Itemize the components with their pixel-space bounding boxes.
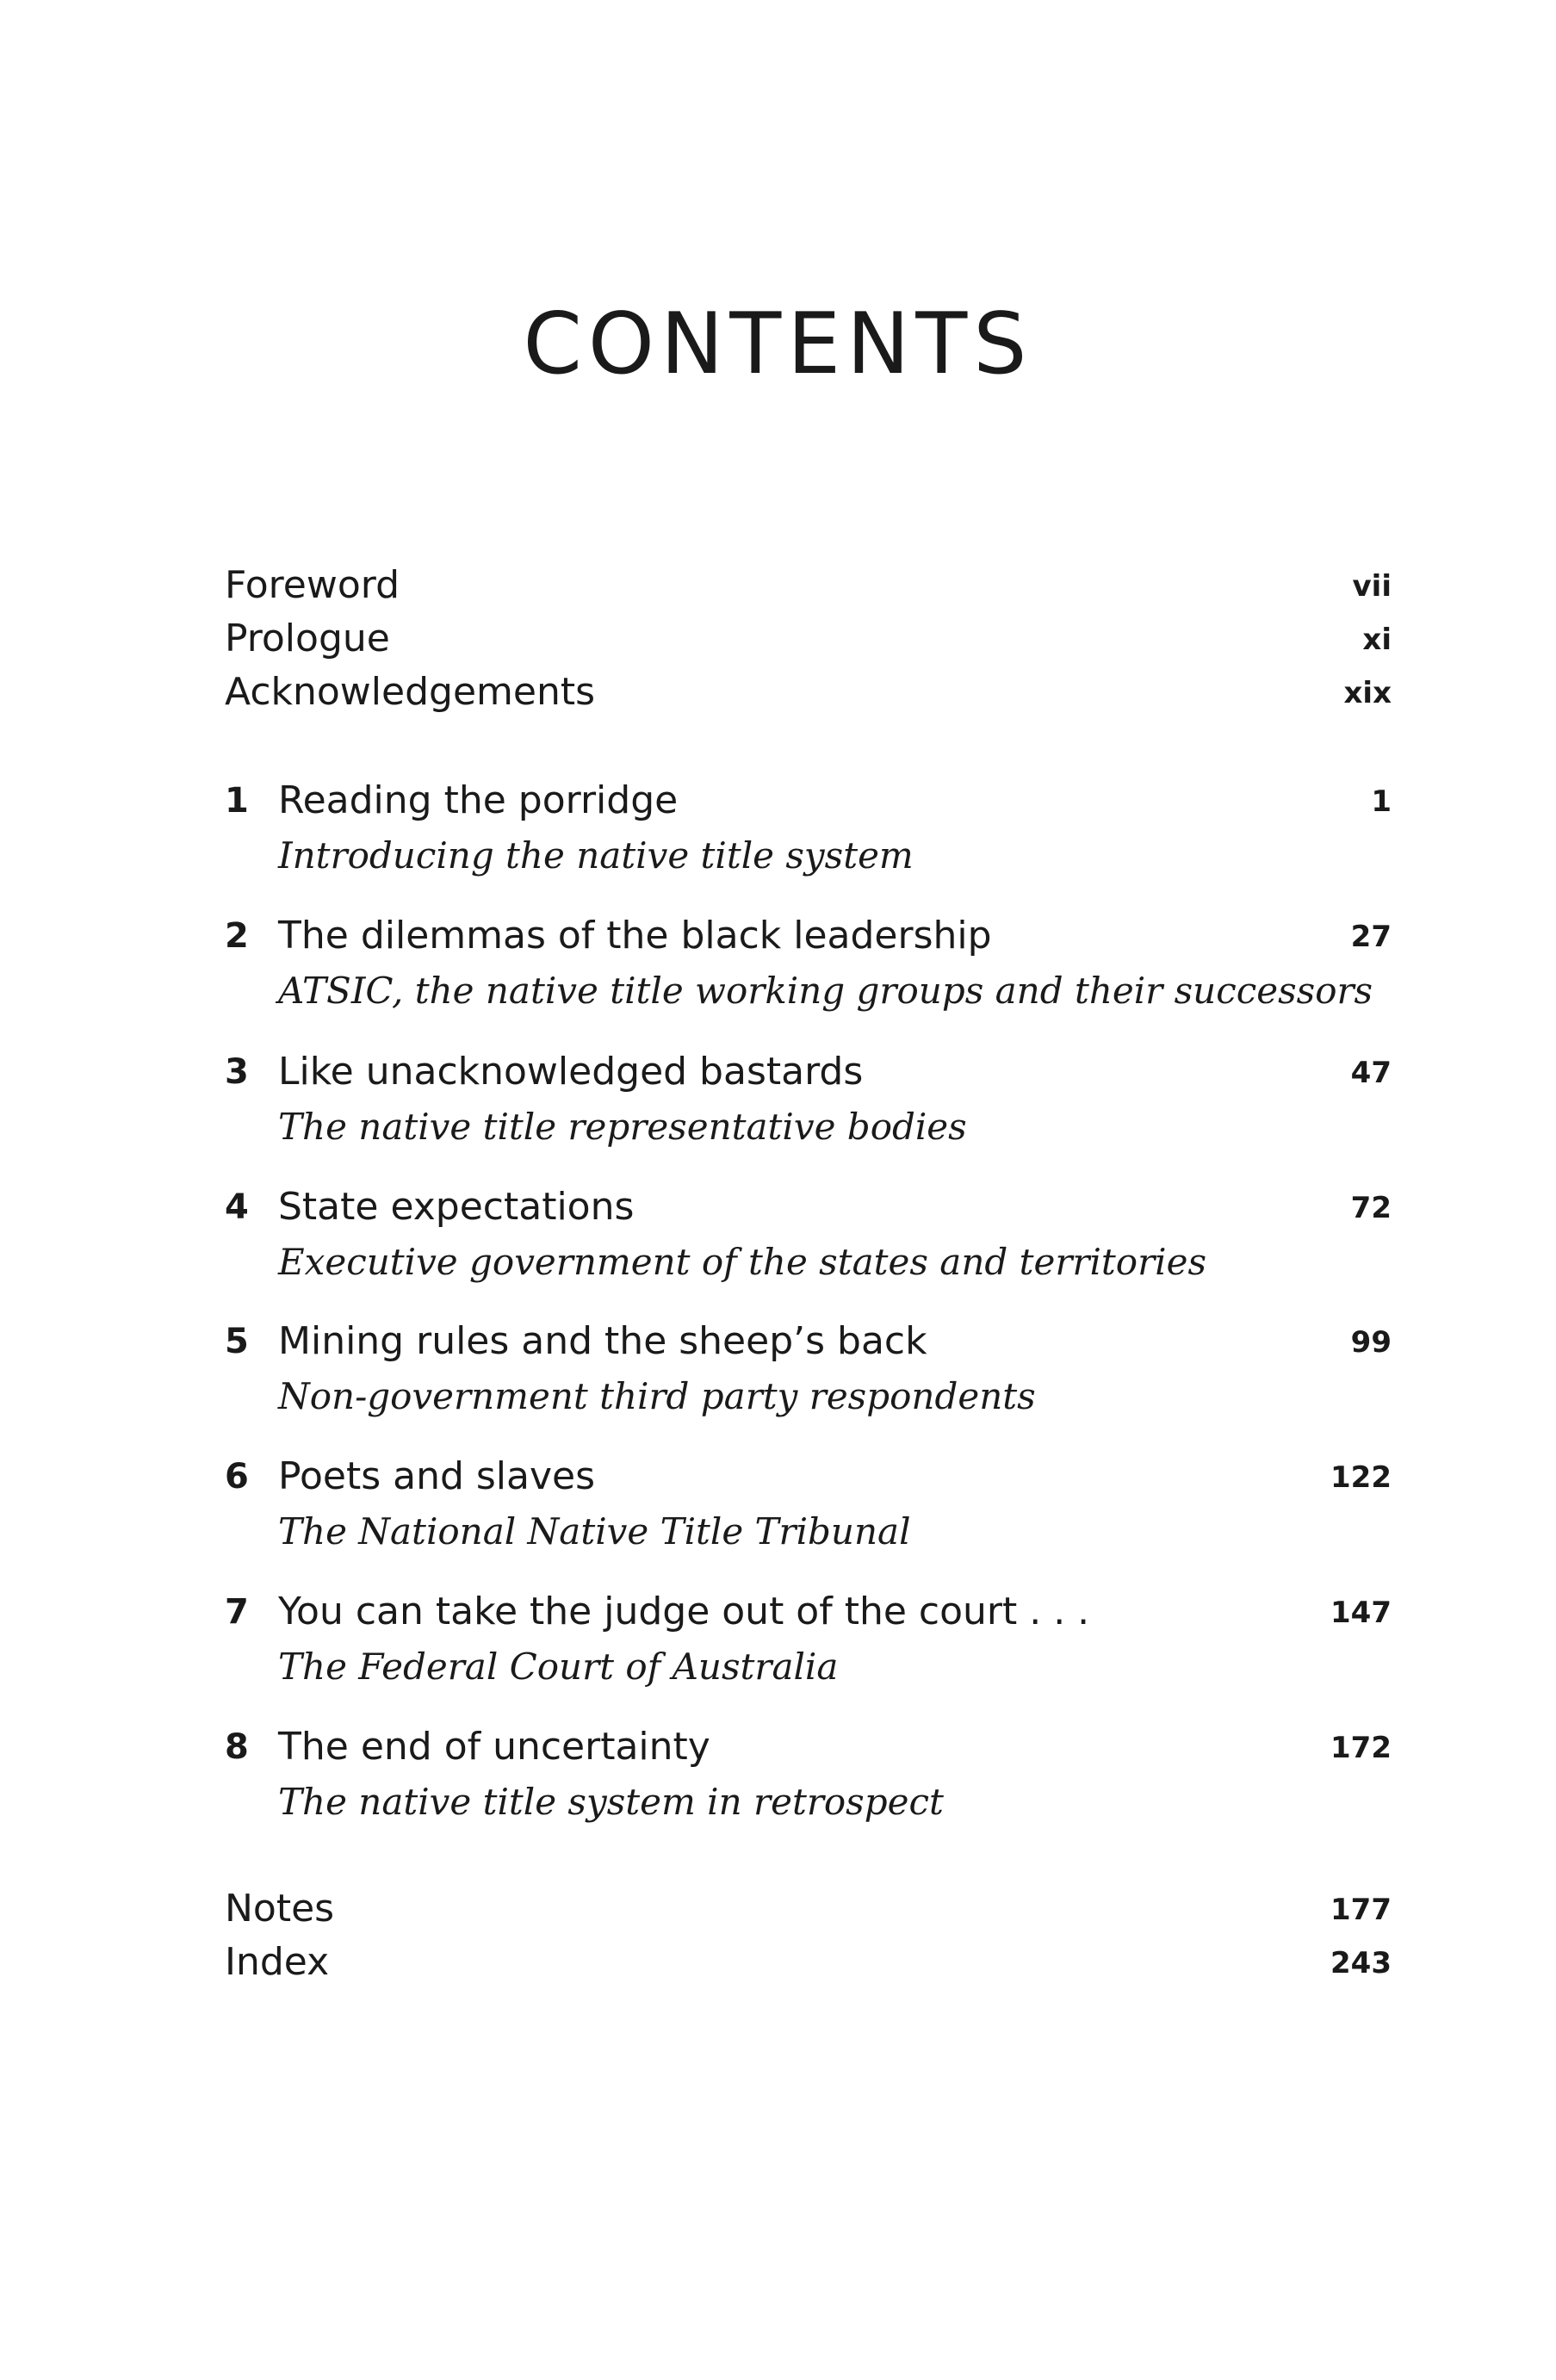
toc-page-number: 147: [1330, 1596, 1392, 1630]
toc-entry-notes[interactable]: [225, 1881, 1392, 1937]
toc-page-number: 172: [1330, 1731, 1392, 1765]
chapter-subtitle: The National Native Title Tribunal: [278, 1510, 911, 1553]
chapter-subtitle: The Federal Court of Australia: [278, 1646, 839, 1688]
chapter-number: 5: [225, 1322, 249, 1361]
chapter-title: Poets and slaves: [278, 1454, 596, 1498]
chapter-number: 8: [225, 1727, 249, 1767]
chapter-title: The end of uncertainty: [278, 1725, 710, 1769]
chapter-number: 3: [225, 1052, 249, 1092]
chapter-subtitle: Non-government third party respondents: [278, 1375, 1036, 1417]
toc-page-number: 243: [1330, 1946, 1392, 1980]
toc-entry-acknowledgements[interactable]: [225, 665, 1392, 720]
toc-page-number: 72: [1350, 1191, 1392, 1225]
toc-page-number: xix: [1343, 676, 1392, 710]
chapter-subtitle: Executive government of the states and territories: [278, 1241, 1207, 1283]
chapter-title: State expectations: [278, 1185, 635, 1229]
toc-chapter-4[interactable]: [225, 1180, 1392, 1283]
toc-entry-foreword[interactable]: [225, 558, 1392, 613]
chapter-number: 4: [225, 1187, 249, 1227]
toc-page-number: vii: [1352, 569, 1392, 604]
toc-page-number: xi: [1362, 623, 1392, 657]
toc-page-number: 27: [1350, 920, 1392, 954]
toc-page-number: 177: [1330, 1893, 1392, 1927]
toc-chapter-7[interactable]: [225, 1584, 1392, 1688]
toc-entry-index[interactable]: [225, 1935, 1392, 1990]
toc-entry-label: Foreword: [225, 563, 400, 607]
toc-chapter-1[interactable]: [225, 773, 1392, 877]
chapter-number: 6: [225, 1457, 249, 1497]
toc-entry-label: Notes: [225, 1887, 335, 1931]
toc-page-number: 122: [1330, 1460, 1392, 1495]
chapter-number: 7: [225, 1592, 249, 1632]
toc-entry-label: Index: [225, 1940, 330, 1984]
toc-page-number: 99: [1350, 1325, 1392, 1360]
chapter-subtitle: The native title system in retrospect: [278, 1781, 944, 1823]
chapter-title: Reading the porridge: [278, 778, 679, 822]
toc-entry-prologue[interactable]: [225, 611, 1392, 666]
toc-page-number: 1: [1371, 784, 1392, 819]
page-title: CONTENTS: [523, 294, 1033, 394]
toc-chapter-8[interactable]: [225, 1720, 1392, 1823]
toc-page-number: 47: [1350, 1056, 1392, 1090]
toc-entry-label: Prologue: [225, 617, 390, 660]
chapter-title: Like unacknowledged bastards: [278, 1050, 864, 1094]
chapter-number: 2: [225, 916, 249, 956]
toc-chapter-6[interactable]: [225, 1449, 1392, 1553]
chapter-subtitle: Introducing the native title system: [278, 834, 914, 877]
toc-chapter-3[interactable]: [225, 1044, 1392, 1148]
chapter-subtitle: ATSIC, the native title working groups and their successors: [278, 970, 1373, 1012]
toc-chapter-5[interactable]: [225, 1314, 1392, 1417]
chapter-title: The dilemmas of the black leadership: [278, 914, 992, 958]
chapter-title: Mining rules and the sheep’s back: [278, 1319, 927, 1363]
toc-chapter-2[interactable]: [225, 908, 1392, 1012]
chapter-subtitle: The native title representative bodies: [278, 1106, 967, 1148]
chapter-number: 1: [225, 781, 249, 821]
toc-entry-label: Acknowledgements: [225, 670, 596, 714]
chapter-title: You can take the judge out of the court . . .: [278, 1590, 1090, 1633]
